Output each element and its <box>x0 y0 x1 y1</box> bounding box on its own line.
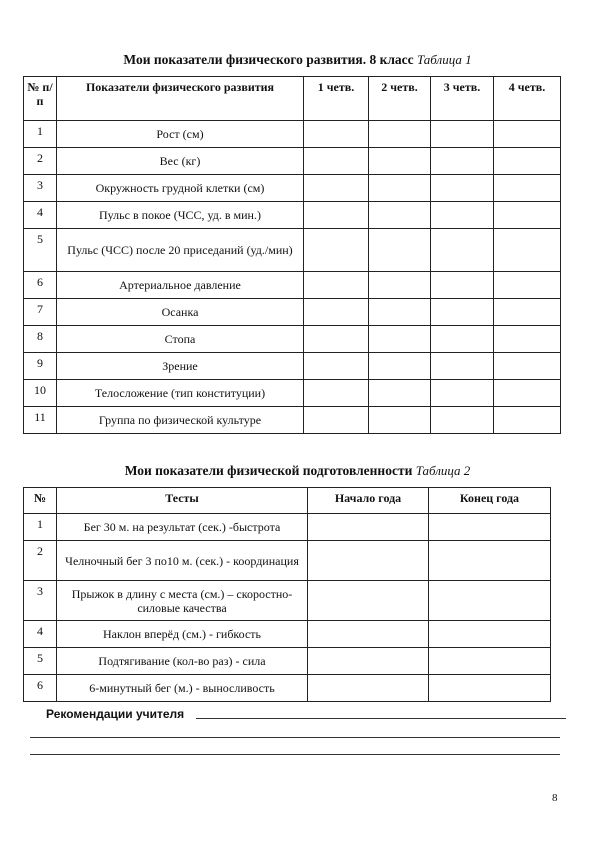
row-number: 2 <box>24 541 57 581</box>
table-row <box>24 175 561 202</box>
recommendations-line-3[interactable] <box>30 754 560 755</box>
table-row <box>24 380 561 407</box>
row-number: 5 <box>24 648 57 675</box>
entry-cell-q3[interactable] <box>431 353 494 380</box>
row-number: 4 <box>24 621 57 648</box>
row-number: 1 <box>24 121 57 148</box>
entry-cell-q1[interactable] <box>304 299 369 326</box>
table-row <box>24 272 561 299</box>
table-row <box>24 229 561 272</box>
row-number: 3 <box>24 581 57 621</box>
row-label: Телосложение (тип конституции) <box>57 380 304 407</box>
row-label: Вес (кг) <box>57 148 304 175</box>
t1-header-indicator: Показатели физического развития <box>57 77 304 121</box>
row-label: Прыжок в длину с места (см.) – скоростно-силовые качества <box>57 581 308 621</box>
t1-header-num: № п/п <box>24 77 57 121</box>
table-row <box>24 581 551 621</box>
t1-header-q2: 2 четв. <box>369 77 431 121</box>
physical-fitness-table <box>23 487 551 702</box>
table1-title <box>0 52 595 68</box>
entry-cell-q1[interactable] <box>304 407 369 434</box>
row-label: Наклон вперёд (см.) - гибкость <box>57 621 308 648</box>
entry-cell-end[interactable] <box>429 648 551 675</box>
table-row <box>24 148 561 175</box>
entry-cell-q4[interactable] <box>494 175 561 202</box>
table-row <box>24 541 551 581</box>
entry-cell-end[interactable] <box>429 621 551 648</box>
entry-cell-q3[interactable] <box>431 272 494 299</box>
entry-cell-q1[interactable] <box>304 380 369 407</box>
entry-cell-start[interactable] <box>308 675 429 702</box>
entry-cell-q2[interactable] <box>369 299 431 326</box>
entry-cell-q4[interactable] <box>494 407 561 434</box>
row-label: Группа по физической культуре <box>57 407 304 434</box>
entry-cell-q1[interactable] <box>304 272 369 299</box>
row-number: 7 <box>24 299 57 326</box>
entry-cell-q1[interactable] <box>304 121 369 148</box>
entry-cell-q3[interactable] <box>431 299 494 326</box>
entry-cell-start[interactable] <box>308 541 429 581</box>
entry-cell-q4[interactable] <box>494 326 561 353</box>
table2-title <box>0 463 595 479</box>
table-row <box>24 353 561 380</box>
row-number: 9 <box>24 353 57 380</box>
row-label: Рост (см) <box>57 121 304 148</box>
physical-development-table <box>23 76 561 434</box>
t1-header-q1: 1 четв. <box>304 77 369 121</box>
row-number: 10 <box>24 380 57 407</box>
entry-cell-q4[interactable] <box>494 380 561 407</box>
row-number: 3 <box>24 175 57 202</box>
entry-cell-q3[interactable] <box>431 229 494 272</box>
entry-cell-q4[interactable] <box>494 229 561 272</box>
row-label: Пульс (ЧСС) после 20 приседаний (уд./мин) <box>57 229 304 272</box>
entry-cell-q3[interactable] <box>431 202 494 229</box>
row-number: 2 <box>24 148 57 175</box>
entry-cell-start[interactable] <box>308 621 429 648</box>
t1-header-q4: 4 четв. <box>494 77 561 121</box>
row-label: Окружность грудной клетки (см) <box>57 175 304 202</box>
table-row <box>24 299 561 326</box>
recommendations-label: Рекомендации учителя <box>46 707 185 721</box>
entry-cell-q2[interactable] <box>369 380 431 407</box>
entry-cell-start[interactable] <box>308 581 429 621</box>
table-row <box>24 648 551 675</box>
entry-cell-q4[interactable] <box>494 202 561 229</box>
entry-cell-q4[interactable] <box>494 299 561 326</box>
row-number: 11 <box>24 407 57 434</box>
row-label: Осанка <box>57 299 304 326</box>
entry-cell-q4[interactable] <box>494 121 561 148</box>
entry-cell-q4[interactable] <box>494 148 561 175</box>
table-row <box>24 202 561 229</box>
entry-cell-q2[interactable] <box>369 407 431 434</box>
entry-cell-end[interactable] <box>429 514 551 541</box>
t2-header-start: Начало года <box>308 488 429 514</box>
entry-cell-end[interactable] <box>429 581 551 621</box>
entry-cell-end[interactable] <box>429 675 551 702</box>
entry-cell-start[interactable] <box>308 514 429 541</box>
entry-cell-q2[interactable] <box>369 175 431 202</box>
t2-header-tests: Тесты <box>57 488 308 514</box>
entry-cell-q3[interactable] <box>431 175 494 202</box>
row-label: Артериальное давление <box>57 272 304 299</box>
row-label: Челночный бег 3 по10 м. (сек.) - координация <box>57 541 308 581</box>
entry-cell-q4[interactable] <box>494 272 561 299</box>
recommendations-line-2[interactable] <box>30 737 560 738</box>
table-row <box>24 675 551 702</box>
entry-cell-q4[interactable] <box>494 353 561 380</box>
table2-caption: Таблица 2 <box>415 463 471 478</box>
table-row <box>24 514 551 541</box>
entry-cell-q2[interactable] <box>369 202 431 229</box>
row-label: Пульс в покое (ЧСС, уд. в мин.) <box>57 202 304 229</box>
entry-cell-q2[interactable] <box>369 353 431 380</box>
entry-cell-start[interactable] <box>308 648 429 675</box>
entry-cell-q3[interactable] <box>431 407 494 434</box>
row-number: 4 <box>24 202 57 229</box>
entry-cell-q3[interactable] <box>431 380 494 407</box>
entry-cell-q2[interactable] <box>369 229 431 272</box>
t2-header-num: № <box>24 488 57 514</box>
table2-title-text: Мои показатели физической подготовленности <box>124 463 413 478</box>
table1-title-text: Мои показатели физического развития. 8 класс <box>123 52 414 67</box>
entry-cell-q2[interactable] <box>369 326 431 353</box>
table-row <box>24 326 561 353</box>
row-number: 6 <box>24 272 57 299</box>
entry-cell-q2[interactable] <box>369 148 431 175</box>
table-row <box>24 621 551 648</box>
row-number: 8 <box>24 326 57 353</box>
entry-cell-q1[interactable] <box>304 148 369 175</box>
entry-cell-q3[interactable] <box>431 121 494 148</box>
row-label: 6-минутный бег (м.) - выносливость <box>57 675 308 702</box>
entry-cell-q1[interactable] <box>304 326 369 353</box>
t1-header-q3: 3 четв. <box>431 77 494 121</box>
table1-caption: Таблица 1 <box>417 52 472 67</box>
row-number: 6 <box>24 675 57 702</box>
table-row <box>24 407 561 434</box>
row-number: 1 <box>24 514 57 541</box>
entry-cell-q2[interactable] <box>369 272 431 299</box>
row-label: Стопа <box>57 326 304 353</box>
entry-cell-q3[interactable] <box>431 148 494 175</box>
entry-cell-q1[interactable] <box>304 175 369 202</box>
row-label: Подтягивание (кол-во раз) - сила <box>57 648 308 675</box>
page-number: 8 <box>552 792 558 804</box>
row-label: Зрение <box>57 353 304 380</box>
entry-cell-q1[interactable] <box>304 202 369 229</box>
t2-header-end: Конец года <box>429 488 551 514</box>
entry-cell-q2[interactable] <box>369 121 431 148</box>
entry-cell-q1[interactable] <box>304 229 369 272</box>
table-row <box>24 121 561 148</box>
entry-cell-q3[interactable] <box>431 326 494 353</box>
entry-cell-end[interactable] <box>429 541 551 581</box>
entry-cell-q1[interactable] <box>304 353 369 380</box>
row-number: 5 <box>24 229 57 272</box>
row-label: Бег 30 м. на результат (сек.) -быстрота <box>57 514 308 541</box>
recommendations-line-1[interactable] <box>196 718 566 719</box>
